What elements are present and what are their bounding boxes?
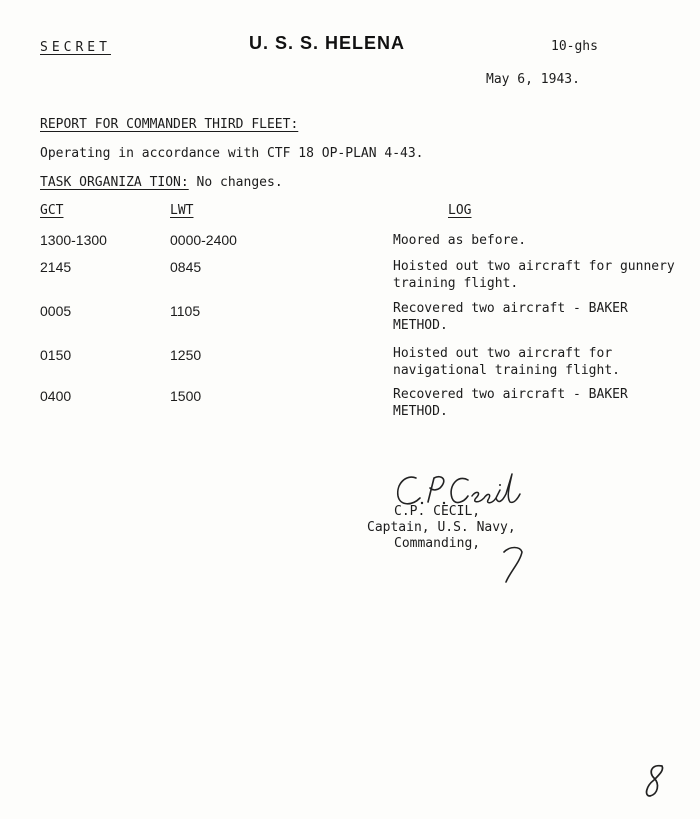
table-row-gct: 0150 (40, 347, 72, 363)
report-heading: REPORT FOR COMMANDER THIRD FLEET: (40, 117, 299, 132)
signatory-name: C.P. CECIL, (394, 504, 481, 519)
table-row-lwt: 1105 (170, 303, 201, 319)
table-row-log: Moored as before. (393, 233, 527, 248)
signatory-rank: Captain, U.S. Navy, (367, 520, 516, 535)
operating-line: Operating in accordance with CTF 18 OP-PLAN 4-43. (40, 146, 424, 161)
column-header-lwt: LWT (170, 203, 194, 218)
handwritten-page-number (640, 762, 672, 802)
column-header-log: LOG (448, 203, 472, 218)
ship-title: U. S. S. HELENA (249, 33, 406, 53)
table-row-gct: 1300-1300 (40, 232, 107, 248)
table-row-log: Recovered two aircraft - BAKER METHOD. (393, 301, 628, 333)
table-row-log: Hoisted out two aircraft for navigational training flight. (393, 346, 620, 378)
table-row-log: Recovered two aircraft - BAKER METHOD. (393, 387, 628, 419)
table-row-lwt: 1250 (170, 347, 202, 363)
handwritten-mark (498, 542, 528, 584)
table-row-gct: 0005 (40, 303, 72, 319)
classification-label: SECRET (40, 40, 111, 55)
column-header-gct: GCT (40, 203, 64, 218)
reference-code: 10-ghs (551, 39, 598, 54)
signatory-role: Commanding, (394, 536, 481, 551)
table-row-lwt: 0000-2400 (170, 232, 237, 248)
task-org-label: TASK ORGANIZA TION: (40, 175, 189, 190)
task-org-value: No changes. (196, 175, 283, 190)
table-row-log: Hoisted out two aircraft for gunnery training flight. (393, 259, 675, 291)
table-row-lwt: 0845 (170, 259, 202, 275)
task-organization-line (40, 175, 283, 190)
table-row-gct: 2145 (40, 259, 72, 275)
table-row-lwt: 1500 (170, 388, 202, 404)
table-row-gct: 0400 (40, 388, 72, 404)
report-date: May 6, 1943. (486, 72, 580, 87)
